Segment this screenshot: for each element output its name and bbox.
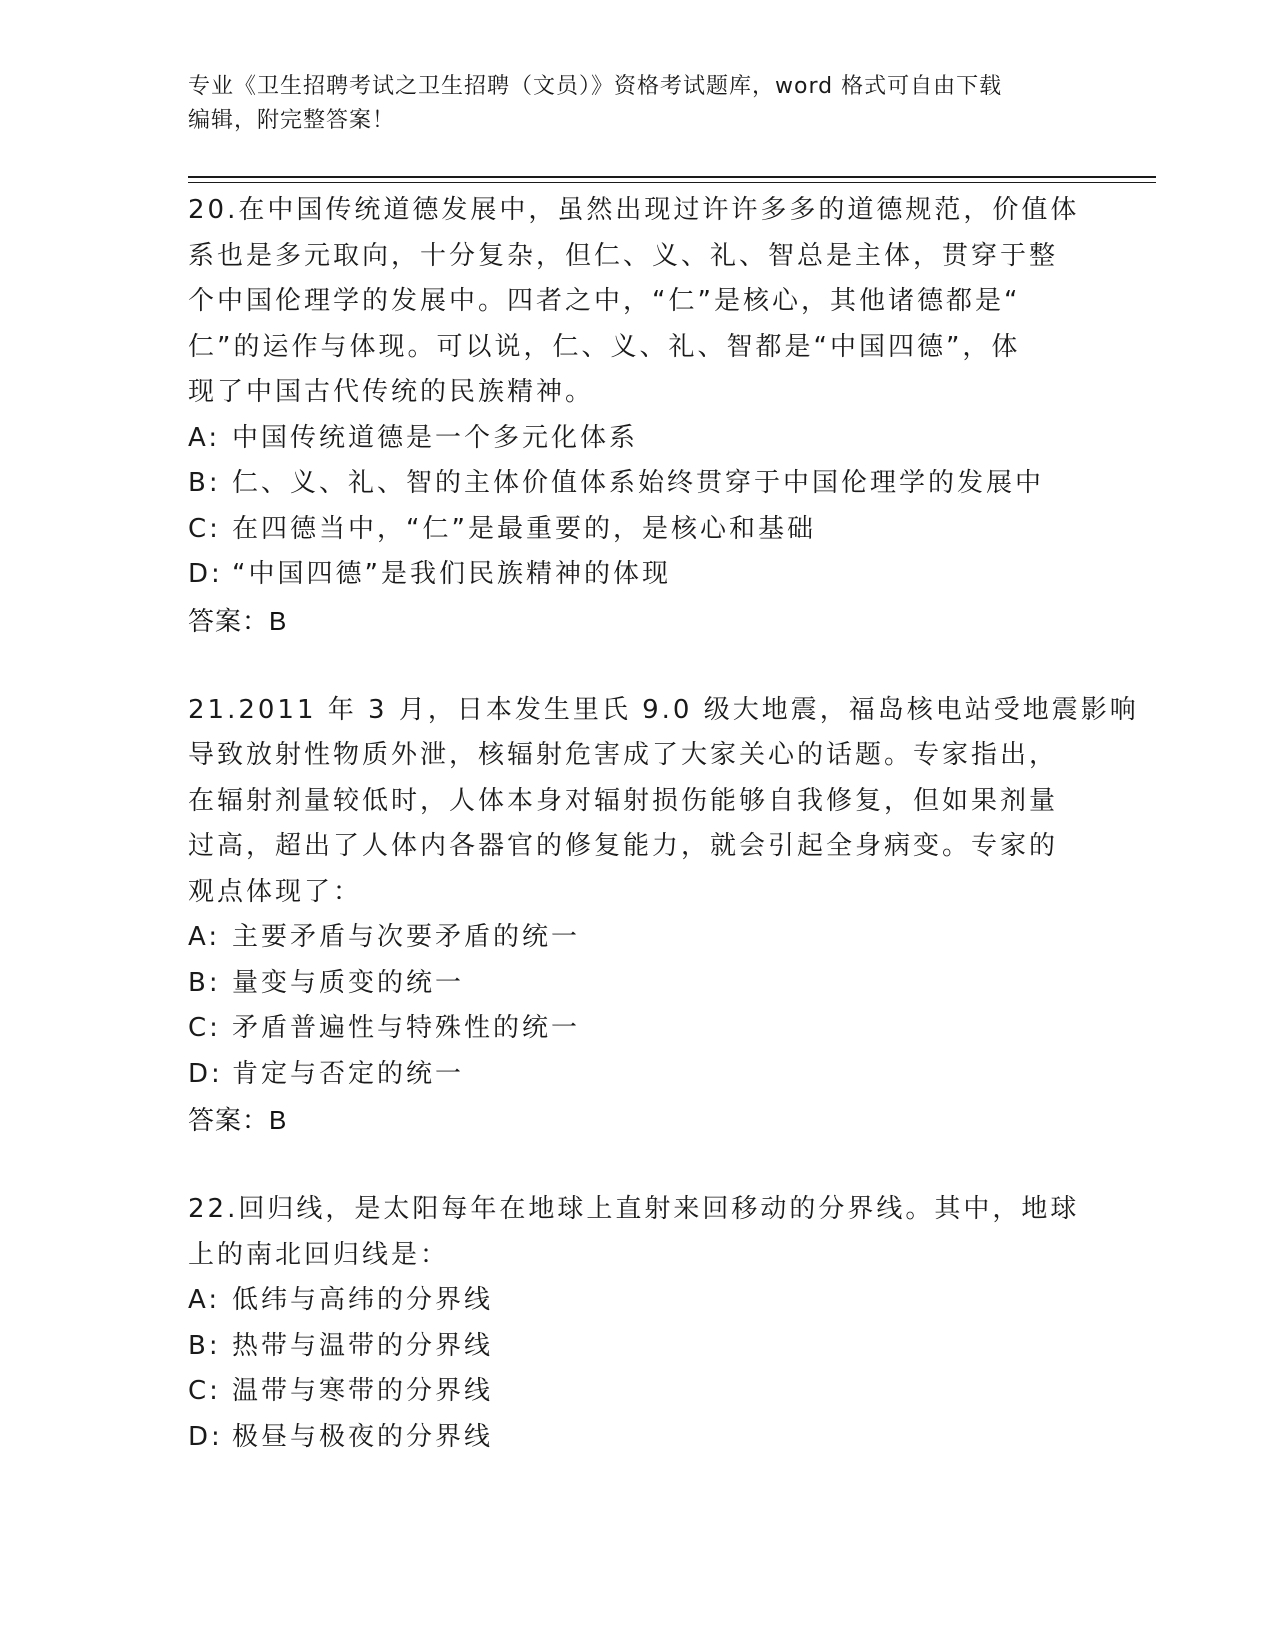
option-text: 仁、义、礼、智的主体价值体系始终贯穿于中国伦理学的发展中 (232, 468, 1045, 498)
question-22 (188, 1187, 1088, 1460)
option-text: 肯定与否定的统一 (232, 1058, 465, 1089)
option-key: B: (188, 468, 221, 498)
question-text-line: 22.回归线，是太阳每年在地球上直射来回移动的分界线。其中，地球 (188, 1194, 1080, 1224)
option-key: D: (188, 1058, 223, 1089)
question-text-line: 现了中国古代传统的民族精神。 (188, 377, 595, 407)
option-key: A: (188, 1285, 221, 1315)
option-text: 主要矛盾与次要矛盾的统一 (232, 922, 581, 952)
option-text: 极昼与极夜的分界线 (232, 1421, 494, 1452)
option-text: 矛盾普遍性与特殊性的统一 (232, 1013, 581, 1043)
question-text-line: 在辐射剂量较低时，人体本身对辐射损伤能够自我修复，但如果剂量 (188, 785, 1059, 816)
option-a (188, 915, 1088, 961)
option-text: 在四德当中，“仁”是最重要的，是核心和基础 (232, 513, 816, 544)
question-text-line: 导致放射性物质外泄，核辐射危害成了大家关心的话题。专家指出， (188, 740, 1059, 770)
option-key: A: (188, 922, 221, 952)
header-divider-thin (188, 182, 1156, 183)
option-a (188, 1278, 1088, 1324)
option-key: A: (188, 422, 221, 453)
option-c (188, 1006, 1088, 1052)
option-a (188, 416, 1088, 462)
answer-label: 答案：B (188, 605, 288, 636)
question-text-line: 仁”的运作与体现。可以说，仁、义、礼、智都是“中国四德”，体 (188, 331, 1021, 362)
option-d (188, 1415, 1088, 1461)
option-text: 热带与温带的分界线 (232, 1330, 494, 1361)
option-text: 中国传统道德是一个多元化体系 (232, 422, 639, 453)
option-text: 低纬与高纬的分界线 (232, 1285, 494, 1315)
option-key: C: (188, 1013, 221, 1043)
document-header (188, 70, 1088, 138)
option-b (188, 961, 1088, 1007)
question-text-line: 过高，超出了人体内各器官的修复能力，就会引起全身病变。专家的 (188, 831, 1059, 861)
option-key: D: (188, 559, 223, 589)
option-key: B: (188, 967, 221, 998)
option-b (188, 1324, 1088, 1370)
option-c (188, 507, 1088, 553)
option-c (188, 1369, 1088, 1415)
option-d (188, 552, 1088, 598)
question-text-line: 20.在中国传统道德发展中，虽然出现过许许多多的道德规范，价值体 (188, 195, 1080, 225)
answer-label: 答案：B (188, 1105, 288, 1135)
question-text-line: 个中国伦理学的发展中。四者之中，“仁”是核心，其他诸德都是“ (188, 286, 1021, 316)
option-d (188, 1052, 1088, 1098)
question-20 (188, 188, 1088, 644)
option-key: B: (188, 1330, 221, 1361)
question-text-line: 21.2011 年 3 月，日本发生里氏 9.0 级大地震，福岛核电站受地震影响 (188, 694, 1139, 725)
option-text: 量变与质变的统一 (232, 967, 465, 998)
option-text: “中国四德”是我们民族精神的体现 (232, 559, 671, 589)
question-21 (188, 688, 1139, 1144)
question-text-line: 观点体现了： (188, 876, 363, 907)
question-list (188, 188, 1139, 1504)
option-b (188, 461, 1088, 507)
option-key: D: (188, 1421, 223, 1452)
header-line: 编辑，附完整答案！ (188, 108, 396, 133)
option-key: C: (188, 1376, 221, 1406)
option-text: 温带与寒带的分界线 (232, 1376, 494, 1406)
option-key: C: (188, 513, 221, 544)
header-line: 专业《卫生招聘考试之卫生招聘（文员）》资格考试题库，word 格式可自由下载 (188, 74, 1003, 99)
question-text-line: 上的南北回归线是： (188, 1239, 450, 1270)
header-divider-thick (188, 176, 1156, 178)
question-text-line: 系也是多元取向，十分复杂，但仁、义、礼、智总是主体，贯穿于整 (188, 240, 1059, 271)
